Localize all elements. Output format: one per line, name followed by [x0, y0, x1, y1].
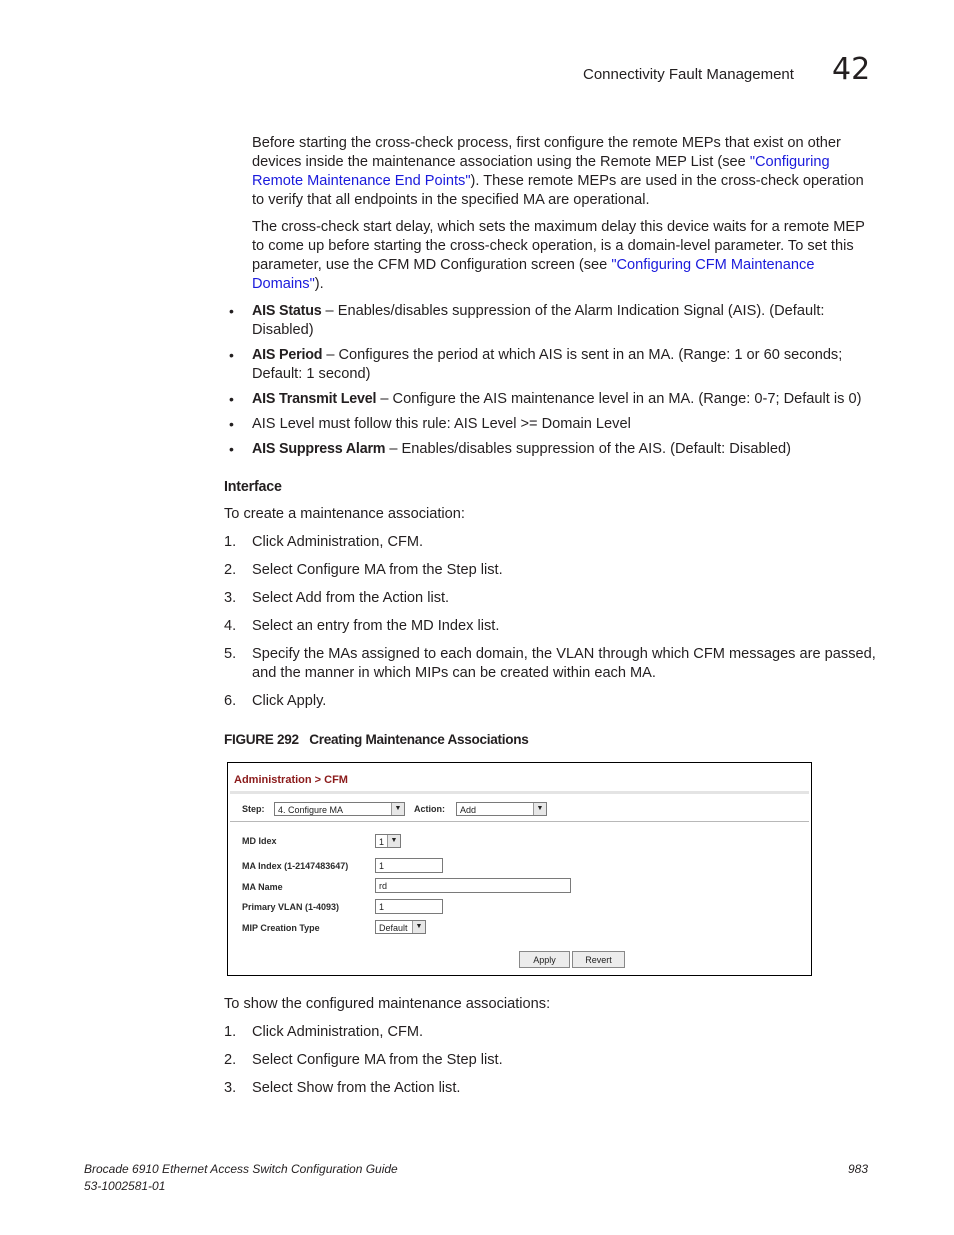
mip-creation-type-select[interactable]: Default ▼: [375, 920, 426, 934]
action-select[interactable]: Add ▼: [456, 802, 547, 816]
intro-p1-line4: to verify that all endpoints in the specified MA are operational.: [252, 192, 650, 208]
ma-index-label: MA Index (1-2147483647): [242, 861, 349, 871]
intro-p1-line3: Remote Maintenance End Points"). These remote MEPs are used in the cross-check operation: [252, 173, 864, 189]
intro-paragraph-2: [252, 218, 872, 294]
page-number: 983: [848, 1162, 869, 1176]
chevron-down-icon: ▼: [533, 803, 546, 815]
intro-p2-line2: to come up before starting the cross-check operation, is a domain-level parameter. To set this: [252, 238, 854, 254]
link-remote-maintenance-end-points[interactable]: Remote Maintenance End Points": [252, 173, 471, 189]
bullet-icon: •: [229, 416, 234, 432]
interface-heading: Interface: [224, 479, 282, 495]
bullet-ais-level-rule: AIS Level must follow this rule: AIS Level >= Domain Level: [252, 416, 631, 432]
footer-doc-number: 53-1002581-01: [84, 1179, 166, 1193]
primary-vlan-input[interactable]: 1: [375, 899, 443, 914]
divider: [230, 791, 809, 794]
bullet-icon: •: [229, 391, 234, 407]
chevron-down-icon: ▼: [412, 921, 425, 933]
intro-p2-line3: parameter, use the CFM MD Configuration screen (see "Configuring CFM Maintenance: [252, 257, 815, 273]
primary-vlan-label: Primary VLAN (1-4093): [242, 902, 340, 912]
step-select[interactable]: 4. Configure MA ▼: [274, 802, 405, 816]
ma-index-input[interactable]: 1: [375, 858, 443, 873]
bullet-icon: •: [229, 303, 234, 319]
action-label: Action:: [414, 804, 445, 814]
create-intro: To create a maintenance association:: [224, 506, 465, 522]
divider: [230, 821, 809, 822]
intro-p1-line2: devices inside the maintenance association using the Remote MEP List (see "Configuring: [252, 154, 830, 170]
chevron-down-icon: ▼: [387, 835, 400, 847]
intro-paragraph-1: [252, 134, 872, 210]
md-index-label: MD Idex: [242, 836, 277, 846]
intro-p1-line1: Before starting the cross-check process, first configure the remote MEPs that exist on other: [252, 135, 841, 151]
revert-button[interactable]: Revert: [572, 951, 625, 968]
bullet-icon: •: [229, 441, 234, 457]
chevron-down-icon: ▼: [391, 803, 404, 815]
bullet-icon: •: [229, 347, 234, 363]
section-title: Connectivity Fault Management: [583, 66, 794, 83]
chapter-number: 42: [832, 52, 871, 87]
show-intro: To show the configured maintenance associations:: [224, 996, 551, 1012]
apply-button[interactable]: Apply: [519, 951, 570, 968]
step-label: Step:: [242, 804, 265, 814]
bullet-ais-transmit-level: AIS Transmit Level – Configure the AIS maintenance level in an MA. (Range: 0-7; Default is 0): [252, 391, 862, 407]
figure-caption: FIGURE 292 Creating Maintenance Associations: [224, 732, 529, 747]
bullet-ais-suppress-alarm: AIS Suppress Alarm – Enables/disables suppression of the AIS. (Default: Disabled): [252, 441, 791, 457]
footer-guide-title: Brocade 6910 Ethernet Access Switch Configuration Guide: [84, 1162, 398, 1176]
link-configuring-remote-mep[interactable]: "Configuring: [749, 154, 830, 170]
ma-name-label: MA Name: [242, 882, 283, 892]
figure-screenshot: [227, 762, 812, 976]
mip-creation-type-label: MIP Creation Type: [242, 923, 320, 933]
bullet-ais-status: AIS Status – Enables/disables suppression of the Alarm Indication Signal (AIS). (Default: Disabled): [252, 303, 825, 338]
link-domains[interactable]: Domains": [252, 276, 315, 292]
ma-name-input[interactable]: rd: [375, 878, 571, 893]
link-configuring-cfm-maintenance[interactable]: "Configuring CFM Maintenance: [611, 257, 815, 273]
bullet-ais-period: AIS Period – Configures the period at which AIS is sent in an MA. (Range: 1 or 60 seconds; Default: 1 second): [252, 347, 843, 382]
intro-p2-line4: Domains").: [252, 276, 324, 292]
breadcrumb[interactable]: Administration > CFM: [234, 774, 348, 786]
md-index-select[interactable]: 1 ▼: [375, 834, 401, 848]
intro-p2-line1: The cross-check start delay, which sets the maximum delay this device waits for a remote MEP: [252, 219, 865, 235]
